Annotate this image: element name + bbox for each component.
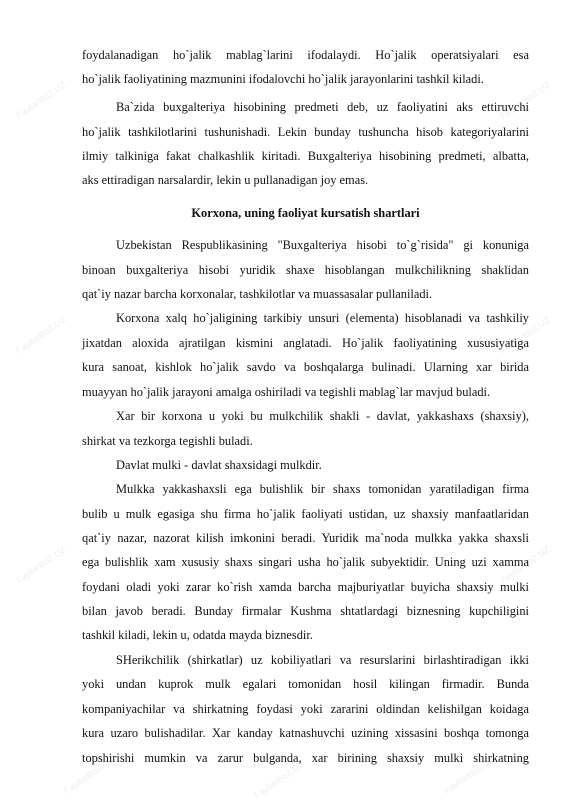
watermark-1: FayllarBoZ.UZ <box>14 79 68 121</box>
text-line: shirkat va tezkorga tegishli buladi. <box>82 434 253 448</box>
text-line: Xar bir korxona u yoki bu mulkchilik shakli - davlat, yakkashaxs (shaxsiy), <box>116 409 529 423</box>
text-line: ega bulishlik xam xususiy shaxs singari usha ho`jalik subyektidir. Uning uzi xamma <box>82 555 529 569</box>
text-line: tashkil kiladi, lekin u, odatda mayda biznesdir. <box>82 628 313 642</box>
watermark-4: FayllarBoZ.UZ <box>498 314 552 356</box>
text-line: Mulkka yakkashaxsli ega bulishlik bir shaxs tomonidan yaratiladigan firma <box>116 482 529 496</box>
text-line: ho`jalik faoliyatining mazmunini ifodalovchi ho`jalik jarayonlarini tashkil kiladi. <box>82 72 484 86</box>
text-line: kompaniyachilar va shirkatning foydasi yoki zararini oldindan kelishilgan koidaga <box>82 702 529 716</box>
text-line: SHerikchilik (shirkatlar) uz kobiliyatlari va resurslarini birlashtiradigan ikki <box>116 653 529 667</box>
watermark-8: FayllarBoZ.UZ <box>252 759 306 801</box>
text-line: ho`jalik tashkilotlarini tushunishadi. Lekin bunday tushuncha hisob kategoriyalarini <box>82 125 529 139</box>
watermark-6: FayllarBoZ.UZ <box>498 544 552 586</box>
text-line: binoan buxgalteriya hisobi yuridik shaxe hisoblangan mulkchilikning shaklidan <box>82 263 529 277</box>
watermark-7: FayllarBoZ.UZ <box>62 754 116 796</box>
watermark-2: FayllarBoZ.UZ <box>498 79 552 121</box>
text-line: ilmiy talkiniga fakat chalkashlik kiritadi. Buxgalteriya hisobining predmeti, albatta, <box>82 149 529 163</box>
text-line: Korxona xalq ho`jaligining tarkibiy unsuri (elementa) hisoblanadi va tashkiliy <box>116 311 529 325</box>
text-line: kura uzaro bulishadilar. Xar kanday katnashuvchi uzining xissasini boshqa tomonga <box>82 726 529 740</box>
text-line: foydani oladi yoki zarar ko`rish xamda barcha majburiyatlar buyicha shaxsiy mulki <box>82 580 529 594</box>
text-line: yoki undan kuprok mulk egalari tomonidan hosil kilingan firmadir. Bunda <box>82 677 529 691</box>
text-line: Uzbekistan Respublikasining "Buxgalteriya hisobi to`g`risida" gi konuniga <box>116 238 529 252</box>
text-line: qat`iy nazar barcha korxonalar, tashkilotlar va muassasalar pullaniladi. <box>82 287 433 301</box>
text-line: topshirishi mumkin va zarur bulganda, xar birining shaxsiy mulki shirkatning <box>82 751 529 765</box>
text-line: aks ettiradigan narsalardir, lekin u pullanadigan joy emas. <box>82 173 369 187</box>
text-line: bilan javob beradi. Bunday firmalar Kushma shtatlardagi biznesning kupchiligini <box>82 604 529 618</box>
text-line: muayyan ho`jalik jarayoni amalga oshiriladi va tegishli mablag`lar mavjud buladi. <box>82 385 491 399</box>
watermark-9: FayllarBoZ.UZ <box>442 754 496 796</box>
text-line: foydalanadigan ho`jalik mablag`larini ifodalaydi. Ho`jalik operatsiyalari esa <box>82 48 529 62</box>
text-line: Davlat mulki - davlat shaxsidagi mulkdir. <box>116 458 322 472</box>
text-line: bulib u mulk egasiga shu firma ho`jalik faoliyati ustidan, uz shaxsiy manfaatlaridan <box>82 507 529 521</box>
section-heading: Korxona, uning faoliyat kursatish shartlari <box>191 206 420 220</box>
watermark-3: FayllarBoZ.UZ <box>14 314 68 356</box>
text-line: kura sanoat, kishlok ho`jalik savdo va boshqalarga bulinadi. Ularning xar birida <box>82 360 529 374</box>
text-line: jixatdan aloxida ajratilgan kismini anglatadi. Ho`jalik faoliyatining xususiyatiga <box>82 336 529 350</box>
text-line: Ba`zida buxgalteriya hisobining predmeti deb, uz faoliyatini aks ettiruvchi <box>116 100 529 114</box>
watermark-5: FayllarBoZ.UZ <box>14 544 68 586</box>
text-line: qat`iy nazar, nazorat kilish imkonini beradi. Yuridik ma`noda mulkka yakka shaxsli <box>82 531 529 545</box>
